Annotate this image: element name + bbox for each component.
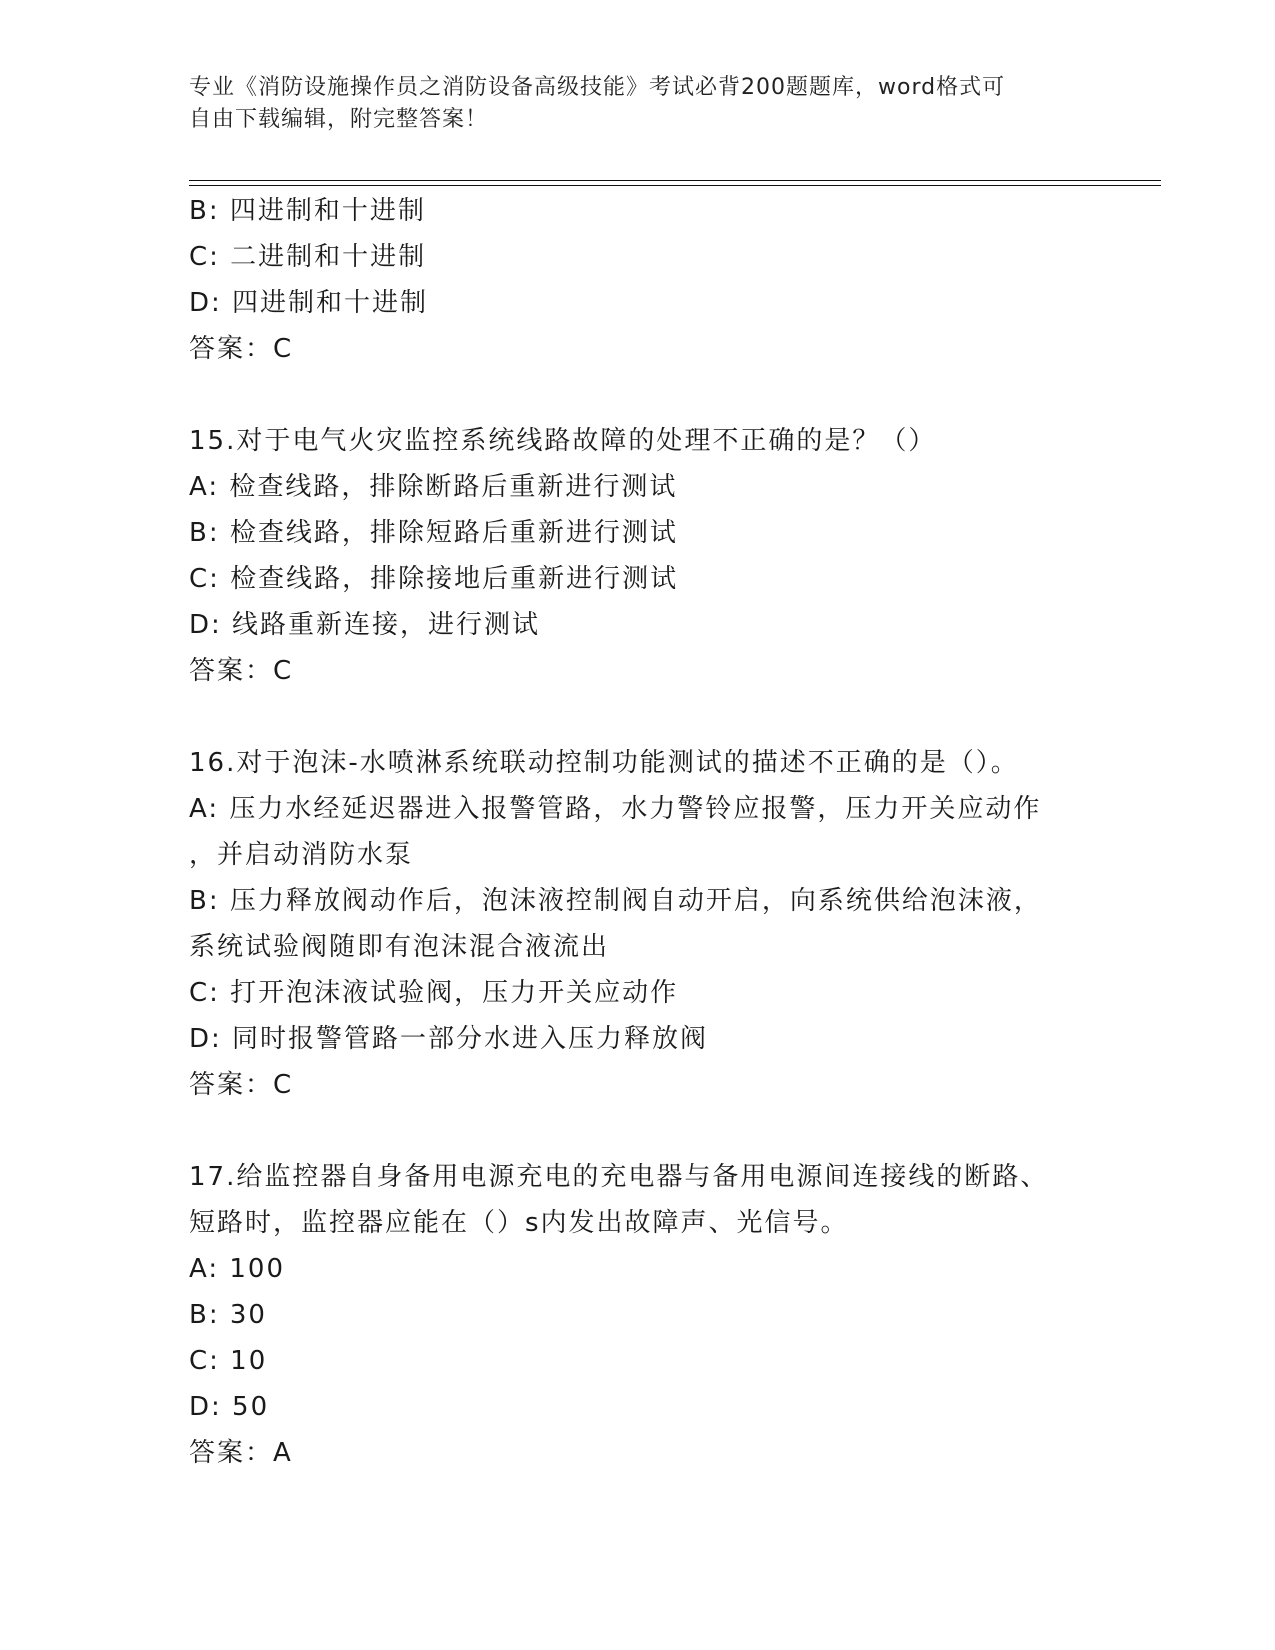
q16-option-a-line-1: A: 压力水经延迟器进入报警管路，水力警铃应报警，压力开关应动作 — [189, 794, 1042, 824]
q17-option-d: D: 50 — [189, 1392, 270, 1422]
q14-option-d: D: 四进制和十进制 — [189, 288, 429, 318]
q17-option-a: A: 100 — [189, 1254, 285, 1284]
q17-answer: 答案：A — [189, 1438, 293, 1468]
header-divider-bottom — [189, 185, 1161, 186]
q16-option-c: C: 打开泡沫液试验阀，压力开关应动作 — [189, 978, 679, 1008]
spacer — [189, 372, 1089, 418]
q16-option-a-line-2: ，并启动消防水泵 — [189, 840, 414, 870]
spacer — [189, 694, 1089, 740]
document-header — [189, 72, 1089, 136]
spacer — [189, 1108, 1089, 1154]
q15-option-a: A: 检查线路，排除断路后重新进行测试 — [189, 472, 678, 502]
q15-answer: 答案：C — [189, 656, 294, 686]
q15-option-c: C: 检查线路，排除接地后重新进行测试 — [189, 564, 679, 594]
q16-question: 16.对于泡沫-水喷淋系统联动控制功能测试的描述不正确的是（）。 — [189, 748, 1019, 778]
q17-option-b: B: 30 — [189, 1300, 267, 1330]
q14-answer: 答案：C — [189, 334, 294, 364]
q16-option-d: D: 同时报警管路一部分水进入压力释放阀 — [189, 1024, 709, 1054]
q16-option-b-line-2: 系统试验阀随即有泡沫混合液流出 — [189, 932, 610, 962]
q15-option-b: B: 检查线路，排除短路后重新进行测试 — [189, 518, 678, 548]
q14-option-b: B: 四进制和十进制 — [189, 196, 426, 226]
q16-answer: 答案：C — [189, 1070, 294, 1100]
header-line-2: 自由下载编辑，附完整答案！ — [189, 107, 489, 132]
q14-option-c: C: 二进制和十进制 — [189, 242, 427, 272]
question-content — [189, 188, 1089, 1476]
header-line-1: 专业《消防设施操作员之消防设备高级技能》考试必背200题题库，word格式可 — [189, 75, 1006, 100]
q16-option-b-line-1: B: 压力释放阀动作后，泡沫液控制阀自动开启，向系统供给泡沫液， — [189, 886, 1042, 916]
header-divider-top — [189, 180, 1161, 181]
q15-question: 15.对于电气火灾监控系统线路故障的处理不正确的是？（） — [189, 426, 937, 456]
q17-option-c: C: 10 — [189, 1346, 268, 1376]
q17-question-line-1: 17.给监控器自身备用电源充电的充电器与备用电源间连接线的断路、 — [189, 1162, 1049, 1192]
q17-question-line-2: 短路时，监控器应能在（）s内发出故障声、光信号。 — [189, 1208, 849, 1238]
q15-option-d: D: 线路重新连接，进行测试 — [189, 610, 541, 640]
